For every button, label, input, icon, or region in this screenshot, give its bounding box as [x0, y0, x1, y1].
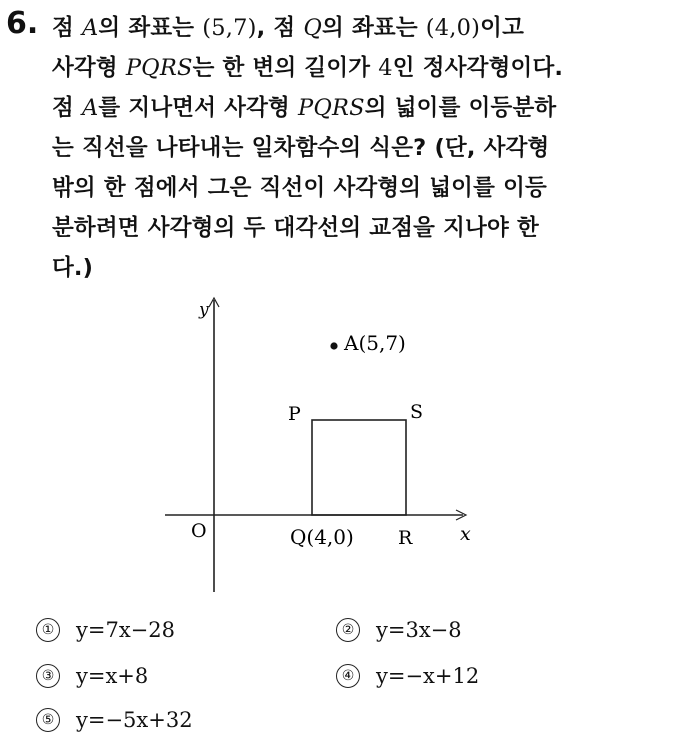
point-a [330, 342, 337, 349]
text-segment: 사각형 [52, 55, 126, 81]
choice-3[interactable] [36, 664, 148, 690]
text-segment: 의 넓이를 이등분하 [364, 95, 557, 121]
vertex-q-label: Q(4,0) [290, 525, 354, 549]
question-line [52, 90, 556, 122]
axis-x-label: x [460, 523, 471, 545]
choice-4-text: y=−x+12 [376, 664, 480, 688]
choice-4-number: ④ [336, 664, 360, 688]
question-line [52, 10, 524, 42]
text-segment: 점 [52, 95, 82, 121]
math-segment: A [81, 15, 99, 41]
text-segment: 밖의 한 점에서 그은 직선이 사각형의 넓이를 이등 [52, 175, 547, 201]
question-line [52, 50, 563, 82]
math-segment: A [81, 95, 99, 121]
vertex-p-label: P [288, 403, 301, 425]
text-segment: 다.) [52, 255, 94, 281]
math-segment: PQRS [298, 95, 365, 121]
choice-1-text: y=7x−28 [76, 618, 175, 642]
text-segment: 의 좌표는 [321, 15, 426, 41]
square-pqrs [312, 420, 406, 515]
text-segment: 를 지나면서 사각형 [98, 95, 299, 121]
text-segment: 는 직선을 나타내는 일차함수의 식은? (단, 사각형 [52, 135, 550, 161]
choice-2-number: ② [336, 618, 360, 642]
choice-2[interactable] [336, 618, 462, 644]
text-segment: , 점 [256, 15, 304, 41]
math-segment: PQRS [125, 55, 193, 81]
text-segment: 는 한 변의 길이가 [192, 55, 379, 81]
text-segment: 인 정사각형이다. [392, 55, 564, 81]
origin-label: O [191, 520, 207, 542]
text-segment: 의 좌표는 [98, 15, 203, 41]
math-segment: (5,7) [202, 15, 257, 41]
choice-3-text: y=x+8 [76, 664, 149, 688]
choice-1[interactable] [36, 618, 175, 644]
text-segment: 이고 [480, 15, 525, 41]
text-segment: 분하려면 사각형의 두 대각선의 교점을 지나야 한 [52, 215, 539, 241]
question-line [52, 130, 549, 162]
math-segment: (4,0) [425, 15, 481, 41]
question-line [52, 170, 547, 202]
choice-3-number: ③ [36, 664, 60, 688]
point-a-label: A(5,7) [344, 331, 406, 355]
choice-1-number: ① [36, 618, 60, 642]
choice-2-text: y=3x−8 [376, 618, 462, 642]
text-segment: 점 [52, 15, 82, 41]
vertex-r-label: R [398, 527, 413, 549]
math-segment: 4 [378, 55, 393, 81]
question-number: 6. [6, 6, 39, 41]
math-segment: Q [303, 15, 322, 41]
choice-5[interactable] [36, 708, 193, 734]
y-axis-arrow [209, 298, 219, 307]
question-line [52, 250, 93, 282]
axis-y-label: y [199, 300, 209, 320]
x-axis-arrow [456, 510, 466, 520]
choice-4[interactable] [336, 664, 479, 690]
vertex-s-label: S [410, 401, 424, 423]
choice-5-text: y=−5x+32 [76, 708, 193, 732]
question-line [52, 210, 539, 242]
choice-5-number: ⑤ [36, 708, 60, 732]
